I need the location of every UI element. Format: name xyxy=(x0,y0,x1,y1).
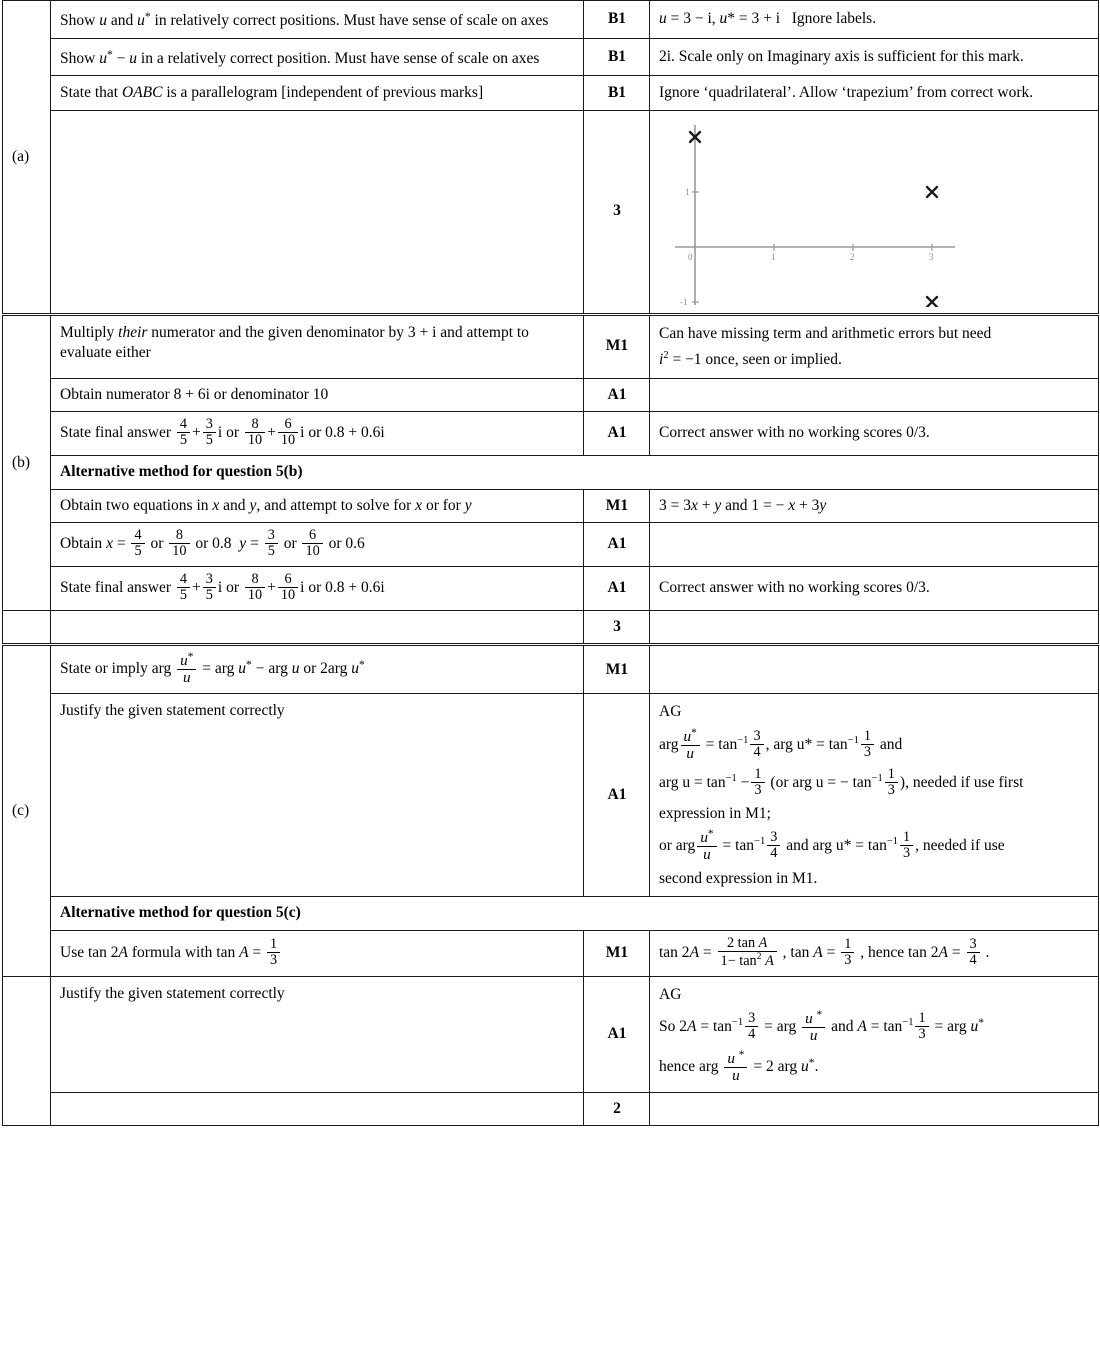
mark-c1: M1 xyxy=(584,645,650,694)
fraction: $\frac{4}{5}$ xyxy=(177,572,190,603)
fraction: $\frac{u^*}{u}$ xyxy=(697,828,716,863)
fraction: $\frac{u^*}{u}$ xyxy=(177,651,196,686)
note-a1: u = 3 − i, u* = 3 + i Ignore labels. xyxy=(650,1,1099,39)
table-row xyxy=(3,930,1099,976)
alt-header-b: Alternative method for question 5(b) xyxy=(51,456,1099,489)
fraction: $\frac{3}{4}$ xyxy=(745,1011,758,1042)
table-row xyxy=(3,566,1099,610)
argand-diagram-cell xyxy=(650,110,1099,314)
table-row xyxy=(3,38,1099,76)
x-tick-label-2: 2 xyxy=(850,251,855,262)
scheme-c-alt1: Use tan 2A formula with tan A = $\frac{1}{3}$ xyxy=(51,930,584,976)
mark-b3: A1 xyxy=(584,412,650,456)
fraction: $\frac{1}{3}$ xyxy=(885,767,898,798)
fraction: $\frac{4}{5}$ xyxy=(177,417,190,448)
table-row xyxy=(3,76,1099,110)
table-row xyxy=(3,645,1099,694)
scheme-a1: Show u and u* in relatively correct positions. Must have sense of scale on axes xyxy=(51,1,584,39)
scheme-a2: Show u* − u in a relatively correct position. Must have sense of scale on axes xyxy=(51,38,584,76)
scheme-b-alt2: Obtain x = $\frac{4}{5}$ or $\frac{8}{10}$ or 0.8 y = $\frac{3}{5}$ or $\frac{6}{10}$ or 0.6 xyxy=(51,523,584,567)
scheme-c-blank xyxy=(51,1092,584,1125)
table-row xyxy=(3,412,1099,456)
table-row xyxy=(3,897,1099,930)
fraction: $\frac{1}{3}$ xyxy=(751,767,764,798)
fraction: $\frac{u^*}{u}$ xyxy=(681,727,700,762)
x-tick-label-3: 3 xyxy=(929,251,934,262)
mark-b-alt1: M1 xyxy=(584,489,650,522)
table-row xyxy=(3,1,1099,39)
scheme-b1: Multiply their numerator and the given denominator by 3 + i and attempt to evaluate either xyxy=(51,314,584,378)
fraction: $\frac{3}{5}$ xyxy=(265,528,278,559)
note-b2 xyxy=(650,378,1099,411)
fraction: $\frac{6}{10}$ xyxy=(302,528,322,559)
argand-diagram xyxy=(673,117,973,307)
table-row xyxy=(3,1092,1099,1125)
part-label-b-total xyxy=(3,610,51,644)
scheme-b-blank xyxy=(51,610,584,644)
table-row xyxy=(3,489,1099,522)
scheme-b3: State final answer $\frac{4}{5}$ + $\frac{3}{5}$ i or $\frac{8}{10}$ + $\frac{6}{10}$ i or 0.8 + 0.6i xyxy=(51,412,584,456)
table-row xyxy=(3,378,1099,411)
fraction: $\frac{1}{3}$ xyxy=(841,937,854,968)
mark-b1: M1 xyxy=(584,314,650,378)
scheme-c2: Justify the given statement correctly xyxy=(51,694,584,897)
data-point-marker-1 xyxy=(927,187,937,197)
scheme-c1: State or imply arg $\frac{u^*}{u}$ = arg u* − arg u or 2arg u* xyxy=(51,645,584,694)
fraction: $\frac{1}{3}$ xyxy=(915,1011,928,1042)
fraction: $\frac{u ^*}{u}$ xyxy=(802,1009,825,1044)
note-b-alt3: Correct answer with no working scores 0/3. xyxy=(650,566,1099,610)
table-row xyxy=(3,694,1099,897)
table-row xyxy=(3,110,1099,314)
x-tick-label-0: 0 xyxy=(688,251,693,262)
table-row xyxy=(3,610,1099,644)
table-row xyxy=(3,314,1099,378)
mark-b2: A1 xyxy=(584,378,650,411)
fraction: $\frac{6}{10}$ xyxy=(278,572,298,603)
data-point-marker-2 xyxy=(927,297,937,307)
note-c1 xyxy=(650,645,1099,694)
scheme-b-alt1: Obtain two equations in x and y, and attempt to solve for x or for y xyxy=(51,489,584,522)
fraction: $\frac{3}{4}$ xyxy=(967,937,980,968)
fraction: $\frac{6}{10}$ xyxy=(278,417,298,448)
fraction: $\frac{1}{3}$ xyxy=(267,937,280,968)
fraction: $\frac{u ^*}{u}$ xyxy=(724,1049,747,1084)
mark-c-alt1: M1 xyxy=(584,930,650,976)
alt-header-c: Alternative method for question 5(c) xyxy=(51,897,1099,930)
mark-b-total: 3 xyxy=(584,610,650,644)
mark-c-total: 2 xyxy=(584,1092,650,1125)
part-label-b: (b) xyxy=(3,314,51,610)
mark-b-alt3: A1 xyxy=(584,566,650,610)
fraction: $\frac{1}{3}$ xyxy=(900,830,913,861)
fraction: $\frac{8}{10}$ xyxy=(245,572,265,603)
fraction: $\frac{\text{2 tan A}}{1- \tan^2 A}$ xyxy=(718,936,777,969)
part-label-c: (c) xyxy=(3,645,51,976)
scheme-a3: State that OABC is a parallelogram [independent of previous marks] xyxy=(51,76,584,110)
y-tick-label-neg1: -1 xyxy=(680,296,688,307)
note-b1: Can have missing term and arithmetic errors but need $i^2 = -1$ once, seen or implied. xyxy=(650,314,1099,378)
scheme-a-blank xyxy=(51,110,584,314)
fraction: $\frac{3}{4}$ xyxy=(767,830,780,861)
scheme-b2: Obtain numerator 8 + 6i or denominator 10 xyxy=(51,378,584,411)
table-row xyxy=(3,523,1099,567)
mark-b-alt2: A1 xyxy=(584,523,650,567)
mark-c-alt2: A1 xyxy=(584,976,650,1092)
mark-a-total: 3 xyxy=(584,110,650,314)
argand-svg xyxy=(673,117,963,307)
note-b-alt1: 3 = 3x + y and 1 = − x + 3y xyxy=(650,489,1099,522)
mark-scheme-table xyxy=(2,0,1099,1126)
fraction: $\frac{1}{3}$ xyxy=(861,729,874,760)
note-b-alt2 xyxy=(650,523,1099,567)
note-a2: 2i. Scale only on Imaginary axis is sufficient for this mark. xyxy=(650,38,1099,76)
fraction: $\frac{3}{4}$ xyxy=(750,729,763,760)
note-b3: Correct answer with no working scores 0/3. xyxy=(650,412,1099,456)
part-label-a: (a) xyxy=(3,1,51,315)
fraction: $\frac{4}{5}$ xyxy=(131,528,144,559)
note-c2: AG arg $\frac{u^*}{u}$ = $\tan^{-1}$ $\frac{3}{4}$ , arg $u* = \tan^{-1}$ $\frac{1}{3}$ and arg $u = \tan^{-1}$ − $\frac{1}{3}$ (or arg u = − $\tan^{-1}$ $\frac{1}{3}$ ), needed if use first expression in M1; or arg $\frac{u^*}{u}$ = $\tan^{-1}$ $\frac{3}{4}$ and arg $u* = \tan^{-1}$ $\frac{1}{3}$ , needed if use second expression in M1. xyxy=(650,694,1099,897)
y-tick-label-1: 1 xyxy=(685,186,690,197)
note-a3: Ignore ‘quadrilateral’. Allow ‘trapezium’ from correct work. xyxy=(650,76,1099,110)
scheme-c-alt2: Justify the given statement correctly xyxy=(51,976,584,1092)
note-c-alt1: tan 2A = $\frac{\text{2 tan A}}{1- \tan^2 A}$ , tan A = $\frac{1}{3}$ , hence tan 2A = $\frac{3}{4}$ . xyxy=(650,930,1099,976)
mark-c2: A1 xyxy=(584,694,650,897)
note-c-alt2: AG So $2A = \tan^{-1}$ $\frac{3}{4}$ = arg $\frac{u ^*}{u}$ and $A = \tan^{-1}$ $\frac{1}{3}$ = arg u* hence arg $\frac{u ^*}{u}$ = 2 arg u*. xyxy=(650,976,1099,1092)
scheme-b-alt3: State final answer $\frac{4}{5}$ + $\frac{3}{5}$ i or $\frac{8}{10}$ + $\frac{6}{10}$ i or 0.8 + 0.6i xyxy=(51,566,584,610)
fraction: $\frac{3}{5}$ xyxy=(203,417,216,448)
mark-a3: B1 xyxy=(584,76,650,110)
x-tick-label-1: 1 xyxy=(771,251,776,262)
note-c-total xyxy=(650,1092,1099,1125)
fraction: $\frac{8}{10}$ xyxy=(169,528,189,559)
fraction: $\frac{3}{5}$ xyxy=(203,572,216,603)
fraction: $\frac{8}{10}$ xyxy=(245,417,265,448)
part-label-c2 xyxy=(3,976,51,1126)
table-row xyxy=(3,456,1099,489)
table-row xyxy=(3,976,1099,1092)
mark-a2: B1 xyxy=(584,38,650,76)
note-b-total xyxy=(650,610,1099,644)
mark-a1: B1 xyxy=(584,1,650,39)
